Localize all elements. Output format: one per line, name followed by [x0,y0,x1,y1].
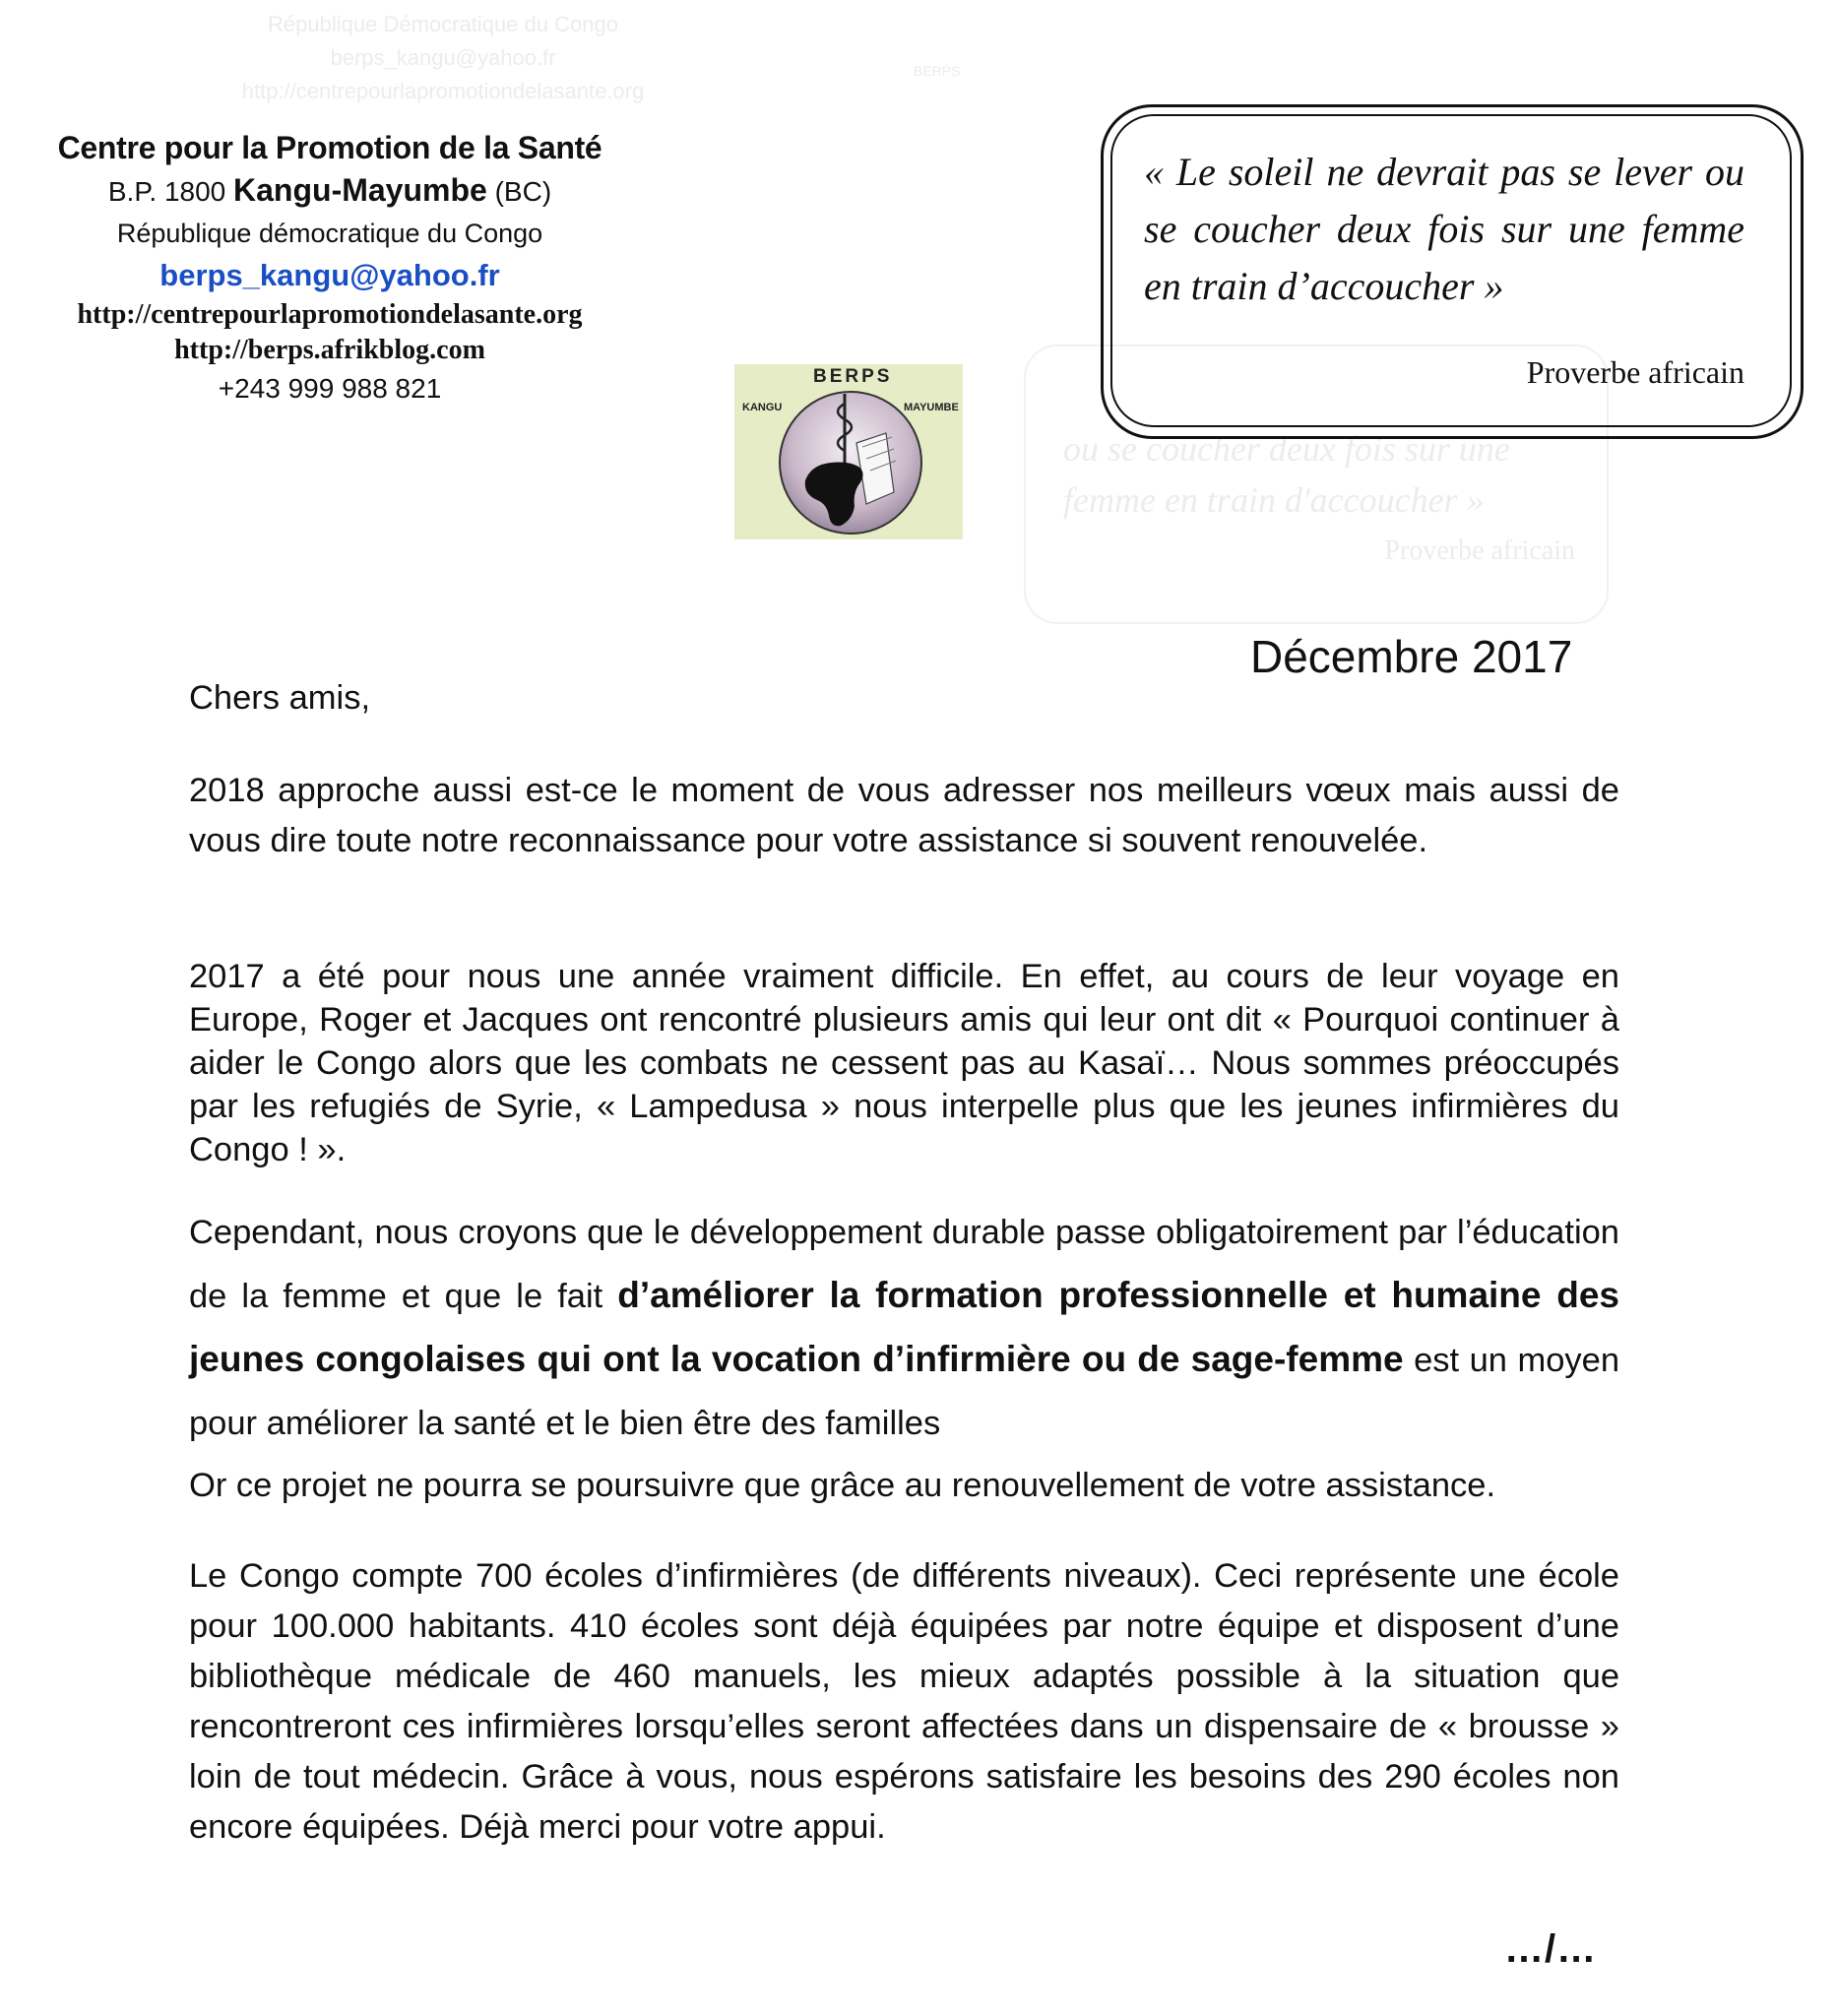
email-address: berps_kangu@yahoo.fr [159,258,500,292]
ghost-top-text [148,8,738,108]
ghost-line: http://centrepourlapromotiondelasante.org [241,79,645,103]
paragraph-difficult-year: 2017 a été pour nous une année vraiment difficile. En effet, au cours de leur voyage en Europe, Roger et Jacques ont rencontré plusieurs amis qui leur ont dit « Pourquoi continuer à aider le Congo alors que les combats ne cessent pas au Kasaï… Nous sommes préoccupés par les refugiés de Syrie, « Lampedusa » nous interpelle plus que les jeunes infirmières du Congo ! ». [189,958,1619,1168]
logo-left-label: KANGU [742,402,783,413]
education-text-start: Cependant, nous croyons que le développement durable passe obligatoirement par l’éducation de la femme et que le fait [189,1214,1619,1315]
education-emphasis: d’améliorer la formation professionnelle et humaine des jeunes congolaises qui ont la vocation d’infirmière ou de sage-femme [189,1275,1619,1379]
country: République démocratique du Congo [116,219,543,248]
ghost-line: Proverbe africain [1384,536,1575,566]
ghost-line: femme en train d'accoucher » [1063,480,1485,520]
paragraph-schools: Le Congo compte 700 écoles d’infirmières (de différents niveaux). Ceci représente une école pour 100.000 habitants. 410 écoles sont déjà équipées par notre équipe et disposent d’une bibliothèque médicale de 460 manuels, les mieux adaptés possible à la situation que rencontreront ces infirmières lorsqu’elles seront affectées dans un dispensaire de « brousse » loin de tout médecin. Grâce à vous, nous espérons satisfaire les besoins des 290 écoles non encore équipées. Déjà merci pour votre appui. [189,1557,1619,1846]
ghost-line: berps_kangu@yahoo.fr [330,45,556,70]
proverb-quote: « Le soleil ne devrait pas se lever ou se coucher deux fois sur une femme en train d’accoucher » [1144,150,1744,308]
continuation-mark: …/… [1504,1927,1598,1971]
letterhead [20,126,640,410]
website-link: http://centrepourlapromotiondelasante.org [77,299,583,330]
education-text-end: est un moyen pour améliorer la santé et le bien être des familles [189,1342,1620,1442]
salutation: Chers amis, [189,679,371,717]
ghost-quote-text [1063,423,1575,577]
phone-number: +243 999 988 821 [218,373,442,404]
logo-right-label: MAYUMBE [904,402,959,413]
paragraph-wishes: 2018 approche aussi est-ce le moment de vous adresser nos meilleurs vœux mais aussi de vous dire toute notre reconnaissance pour votre assistance si souvent renouvelée. [189,772,1619,859]
address-city: Kangu-Mayumbe [233,172,487,208]
address-suffix: (BC) [494,176,552,207]
paragraph-education [189,1201,1619,1455]
logo-title: BERPS [813,366,893,387]
paragraph-project: Or ce projet ne pourra se poursuivre que grâce au renouvellement de votre assistance. [189,1467,1496,1504]
caduceus-africa-emblem [734,364,963,539]
ghost-line: ou se coucher deux fois sur une [1063,429,1510,469]
proverb-source: Proverbe africain [1526,354,1744,390]
address-prefix: B.P. 1800 [107,176,226,207]
letter-date: Décembre 2017 [1250,631,1573,682]
organization-name: Centre pour la Promotion de la Santé [57,130,602,165]
ghost-line: République Démocratique du Congo [268,12,618,36]
berps-logo [734,364,963,539]
postal-address [20,169,640,213]
blog-link: http://berps.afrikblog.com [174,335,485,365]
ghost-top-right: BERPS [914,63,961,79]
